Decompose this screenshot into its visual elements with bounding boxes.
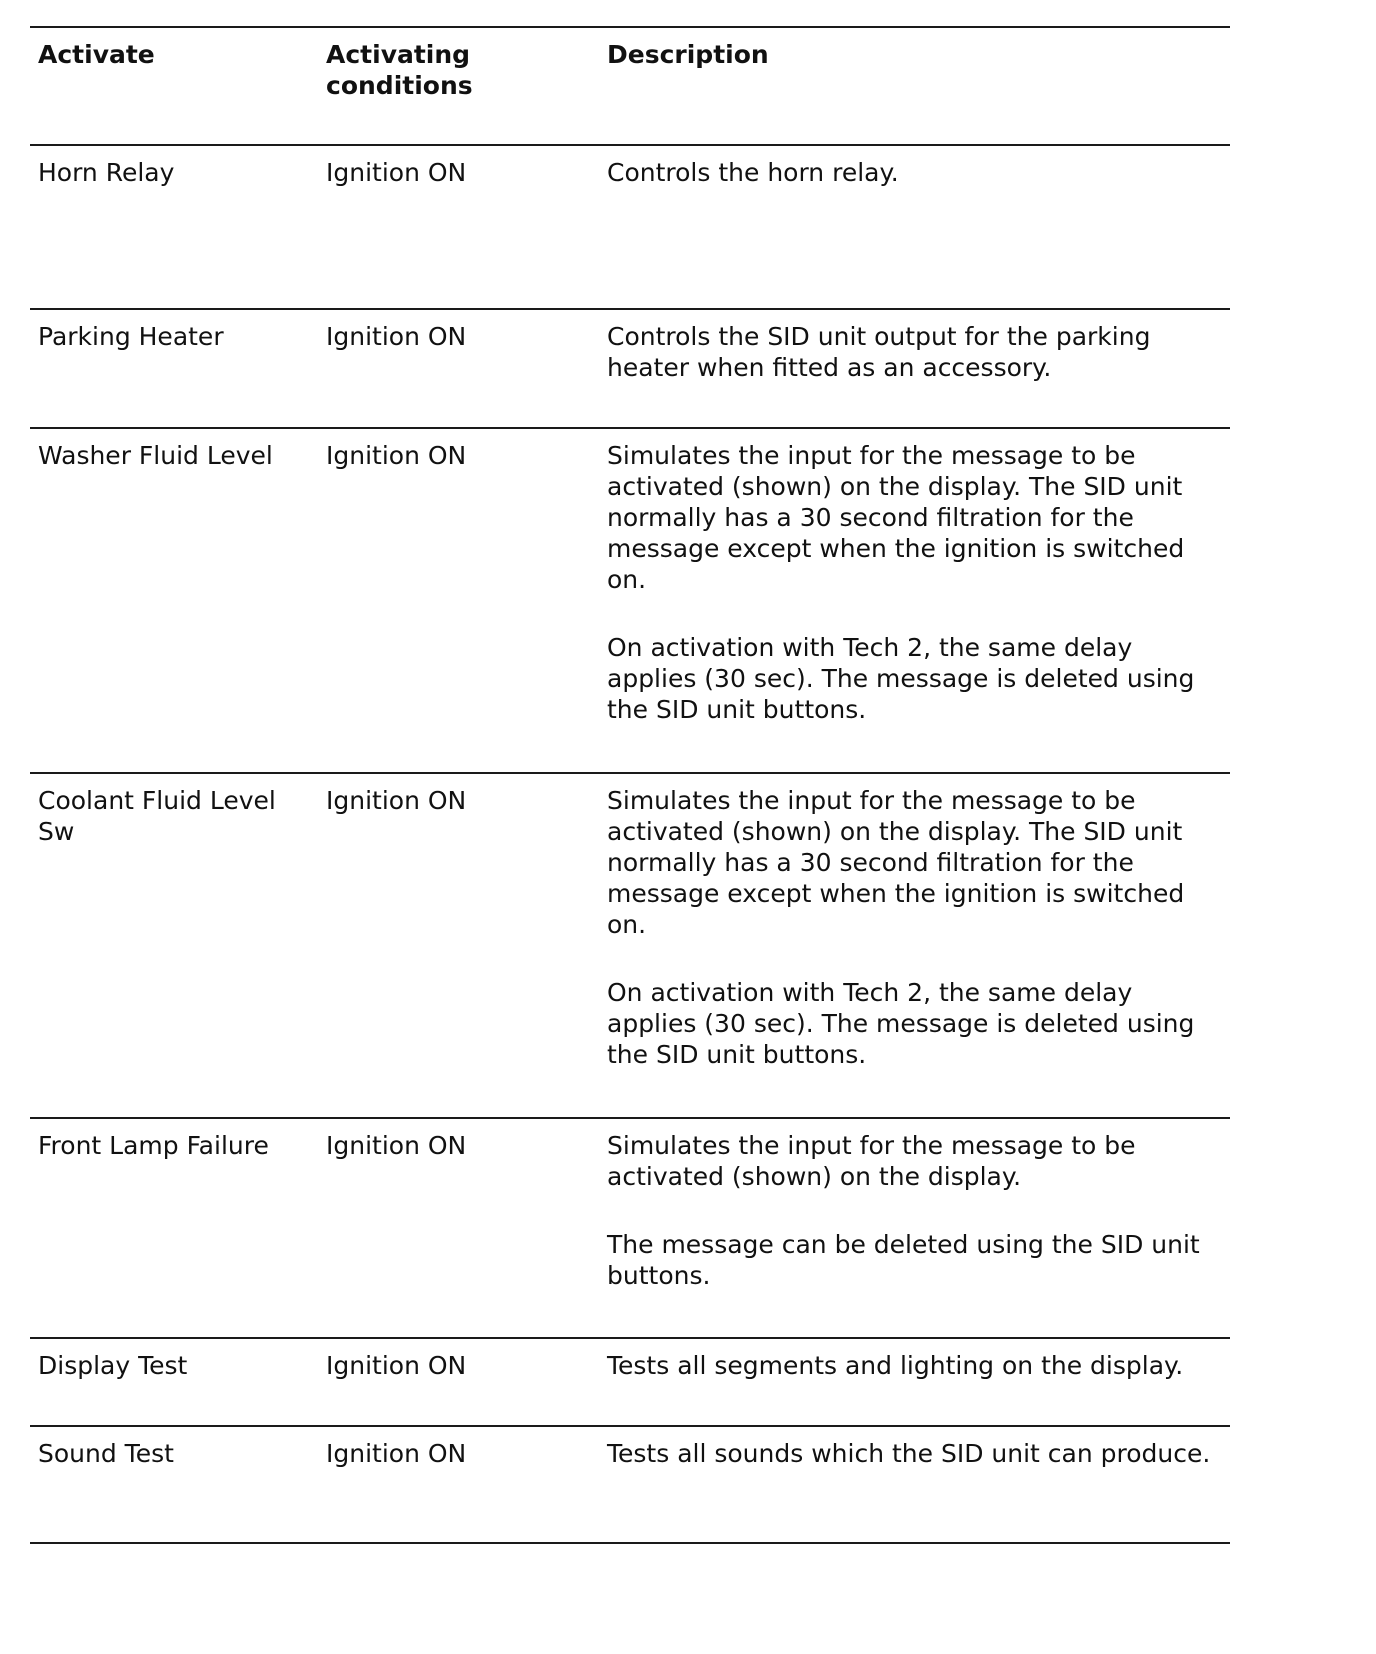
cell-activate: Horn Relay: [30, 145, 318, 309]
cell-description: [599, 1426, 1230, 1543]
header-activating-conditions-text: Activating conditions: [326, 40, 473, 100]
table-row: [30, 1426, 1230, 1543]
cell-conditions: Ignition ON: [318, 428, 599, 773]
description-paragraph: On activation with Tech 2, the same delay applies (30 sec). The message is deleted using the SID unit buttons.: [607, 633, 1195, 724]
cell-activate: Front Lamp Failure: [30, 1118, 318, 1338]
header-activating-conditions: [318, 27, 599, 145]
cell-activate: Display Test: [30, 1338, 318, 1426]
cell-activate: Sound Test: [30, 1426, 318, 1543]
description-paragraph: Tests all segments and lighting on the display.: [607, 1351, 1184, 1380]
cell-conditions: Ignition ON: [318, 1426, 599, 1543]
cell-conditions: Ignition ON: [318, 309, 599, 428]
cell-description: [599, 1118, 1230, 1338]
cell-activate: Parking Heater: [30, 309, 318, 428]
header-description: Description: [599, 27, 1230, 145]
table-header-row: [30, 27, 1230, 145]
cell-conditions: Ignition ON: [318, 773, 599, 1118]
description-paragraph: Simulates the input for the message to be activated (shown) on the display. The SID unit normally has a 30 second filtration for the message except when the ignition is switched on.: [607, 441, 1185, 594]
cell-activate: Coolant Fluid Level Sw: [30, 773, 318, 1118]
cell-description: [599, 309, 1230, 428]
table-row: [30, 145, 1230, 309]
cell-conditions: Ignition ON: [318, 1338, 599, 1426]
cell-description: [599, 428, 1230, 773]
description-paragraph: Tests all sounds which the SID unit can produce.: [607, 1439, 1211, 1468]
cell-description: [599, 1338, 1230, 1426]
description-paragraph: The message can be deleted using the SID unit buttons.: [607, 1230, 1200, 1290]
cell-activate: Washer Fluid Level: [30, 428, 318, 773]
table-row: [30, 1118, 1230, 1338]
description-paragraph: Controls the SID unit output for the parking heater when fitted as an accessory.: [607, 322, 1151, 382]
table-row: [30, 309, 1230, 428]
cell-description: [599, 773, 1230, 1118]
description-paragraph: On activation with Tech 2, the same delay applies (30 sec). The message is deleted using the SID unit buttons.: [607, 978, 1195, 1069]
cell-conditions: Ignition ON: [318, 145, 599, 309]
table-row: [30, 773, 1230, 1118]
table-row: [30, 1338, 1230, 1426]
activation-table: [30, 26, 1230, 1544]
description-paragraph: Simulates the input for the message to be activated (shown) on the display. The SID unit normally has a 30 second filtration for the message except when the ignition is switched on.: [607, 786, 1185, 939]
cell-description: [599, 145, 1230, 309]
header-activate: Activate: [30, 27, 318, 145]
description-paragraph: Controls the horn relay.: [607, 158, 899, 187]
description-paragraph: Simulates the input for the message to be activated (shown) on the display.: [607, 1131, 1136, 1191]
table-row: [30, 428, 1230, 773]
cell-conditions: Ignition ON: [318, 1118, 599, 1338]
